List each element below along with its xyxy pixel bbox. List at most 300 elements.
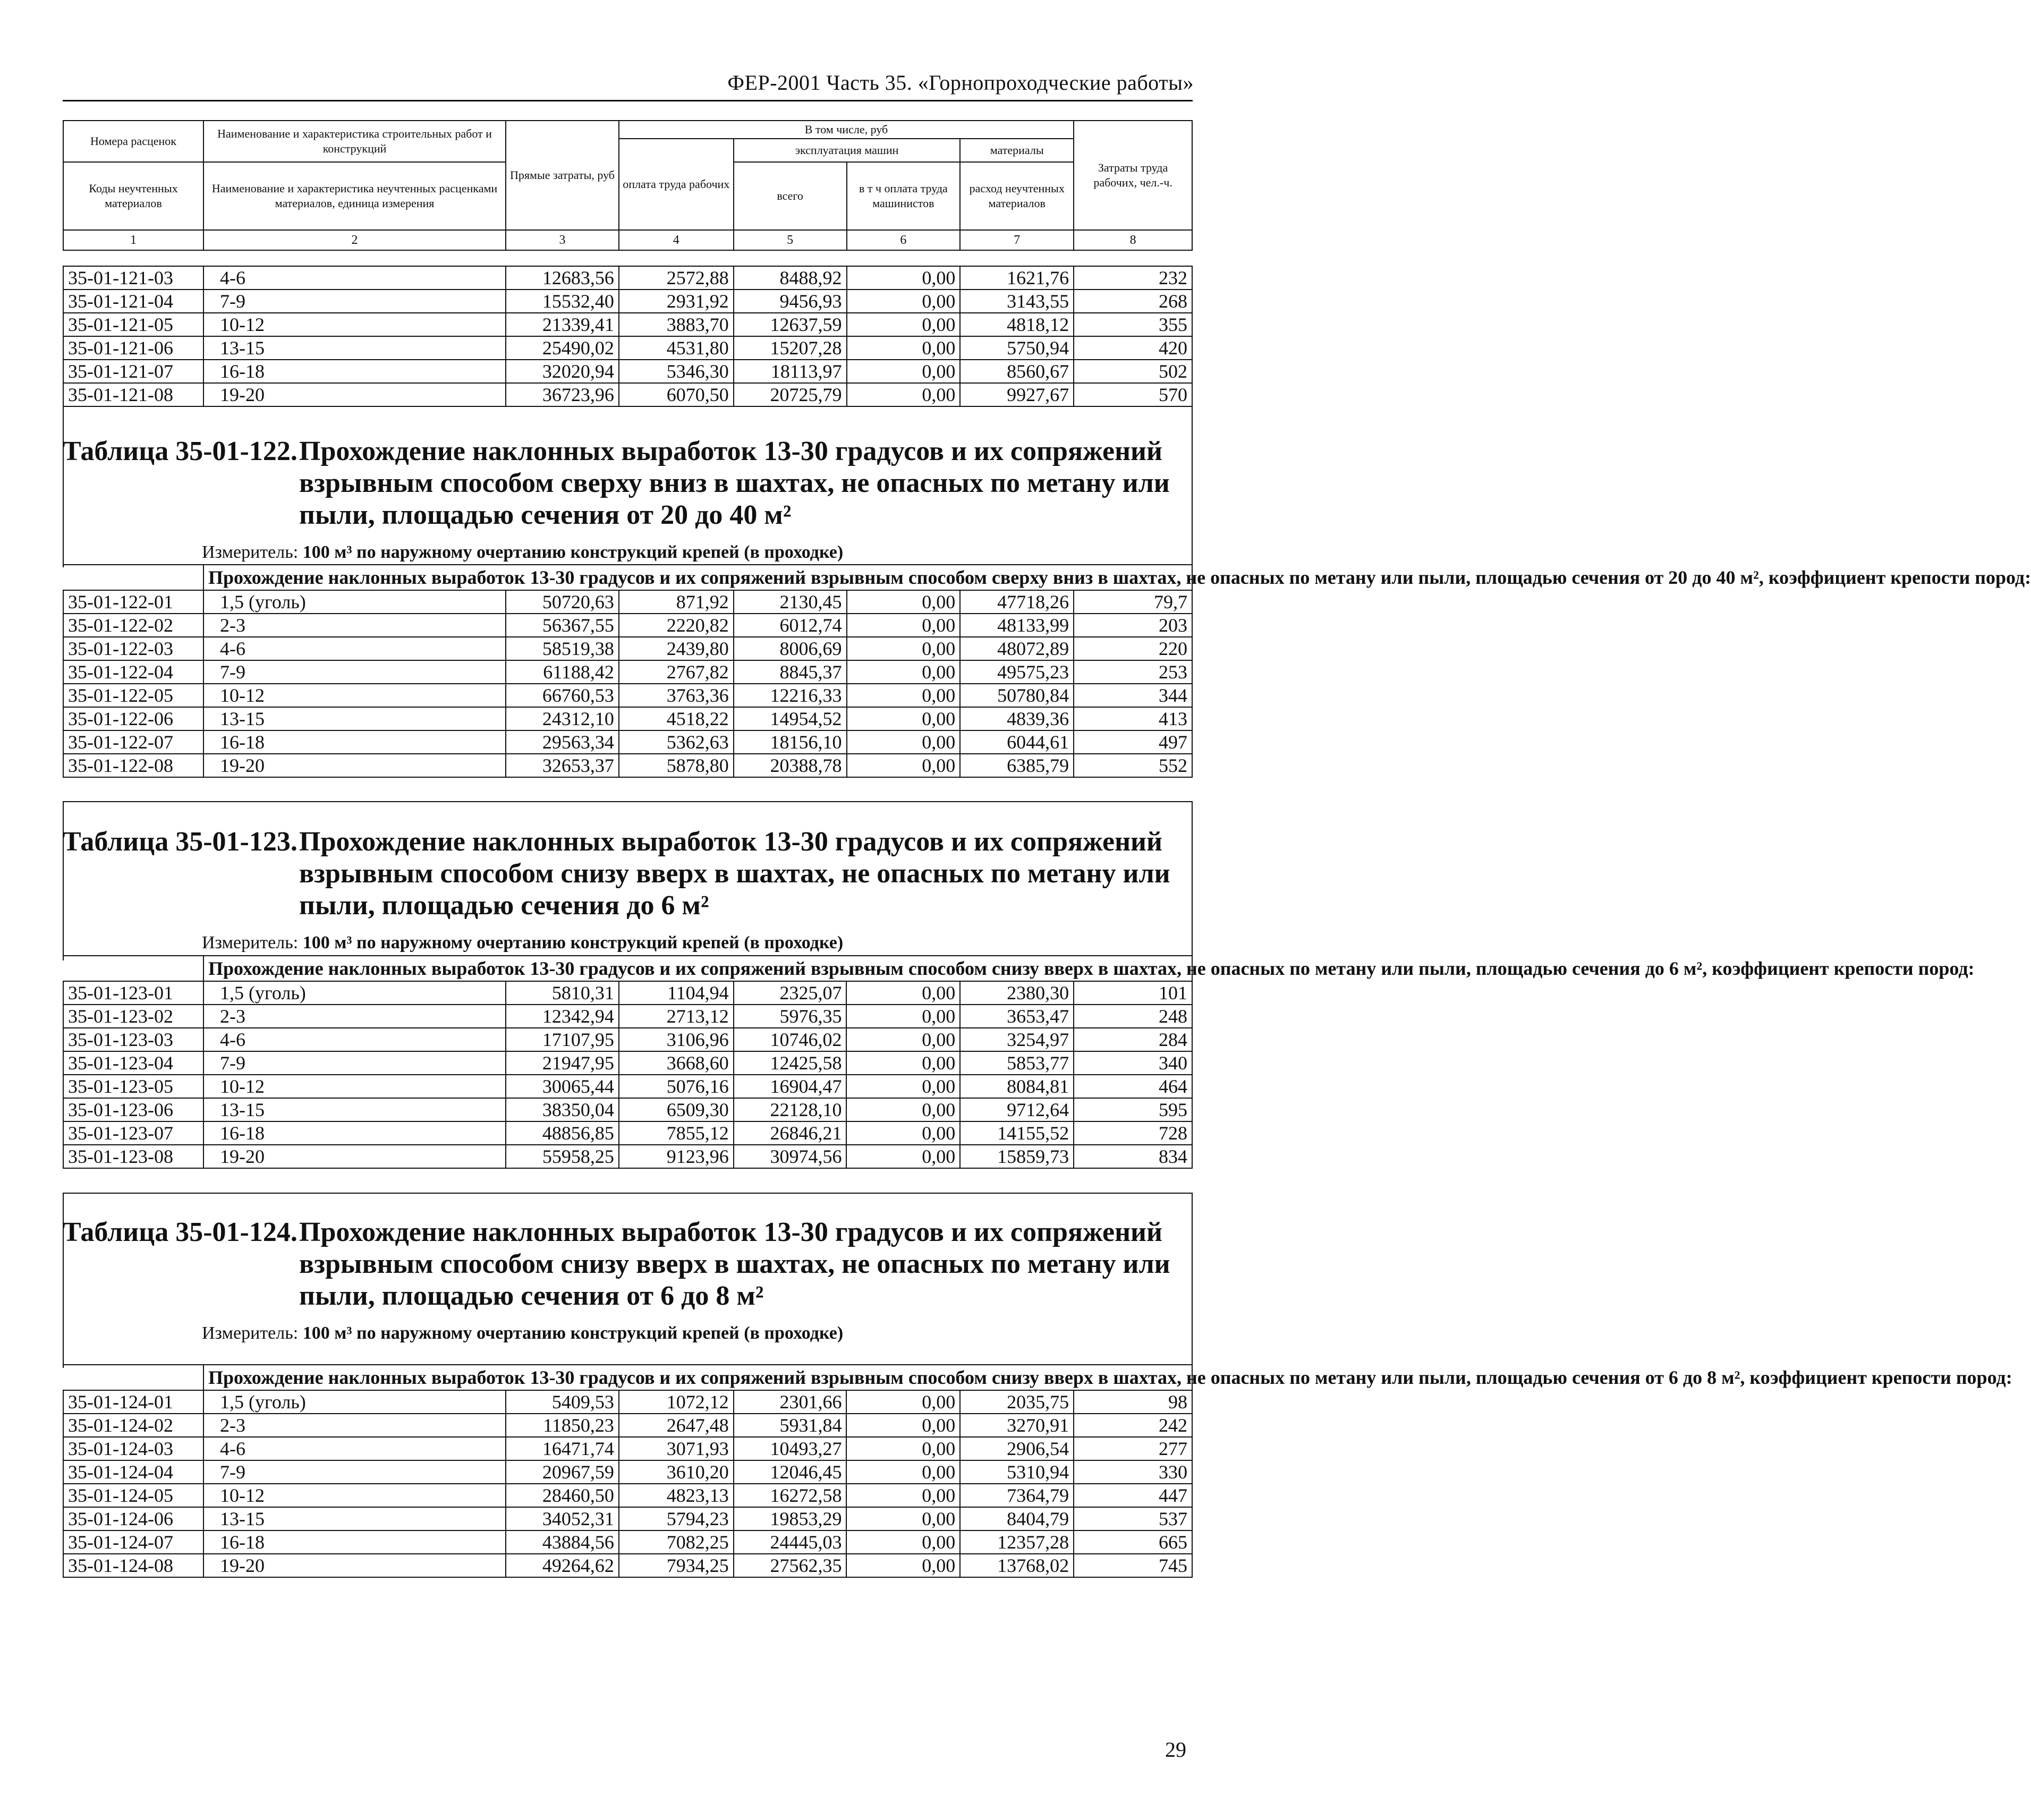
table-122-title: Прохождение наклонных выработок 13-30 градусов и их сопряжений взрывным способом сверху вниз в шахтах, не опасных по метану или пыли, площадью сечения от 20 до 40 м²	[299, 436, 1170, 530]
rate-code-cell: 35-01-122-08	[63, 754, 203, 777]
direct-cost-cell: 32020,94	[506, 360, 619, 383]
direct-cost-cell: 38350,04	[506, 1098, 619, 1121]
worker-pay-cell: 5878,80	[619, 754, 734, 777]
operator-pay-cell: 0,00	[847, 266, 961, 290]
worker-pay-cell: 4823,13	[619, 1484, 734, 1507]
worker-pay-cell: 3763,36	[619, 684, 734, 707]
table-row	[63, 754, 1192, 777]
worker-pay-cell: 4531,80	[619, 336, 734, 360]
rate-code-cell: 35-01-123-02	[63, 1005, 203, 1028]
rate-code-cell: 35-01-123-06	[63, 1098, 203, 1121]
rate-code-cell: 35-01-123-01	[63, 981, 203, 1005]
materials-cost-cell: 48072,89	[960, 637, 1074, 660]
direct-cost-cell: 15532,40	[506, 290, 619, 313]
operator-pay-cell: 0,00	[846, 1145, 960, 1168]
worker-pay-cell: 3071,93	[619, 1437, 734, 1460]
table-row	[63, 1005, 1192, 1028]
table-row	[63, 1051, 1192, 1075]
work-spec-cell: 13-15	[203, 336, 506, 360]
operator-pay-cell: 0,00	[846, 981, 960, 1005]
labor-hours-cell: 834	[1074, 1145, 1192, 1168]
work-spec-cell: 4-6	[203, 1028, 506, 1051]
materials-cost-cell: 2380,30	[960, 981, 1074, 1005]
table-122-description: Прохождение наклонных выработок 13-30 градусов и их сопряжений взрывным способом сверху вниз в шахтах, не опасных по метану или пыли, площадью сечения от 20 до 40 м², коэффициент крепости пород:	[203, 565, 1192, 590]
rate-code-cell: 35-01-124-03	[63, 1437, 203, 1460]
work-spec-cell: 13-15	[203, 1507, 506, 1530]
work-spec-cell: 19-20	[203, 1554, 506, 1577]
operator-pay-cell: 0,00	[847, 383, 961, 406]
work-spec-cell: 4-6	[203, 637, 506, 660]
work-spec-cell: 10-12	[203, 1075, 506, 1098]
direct-cost-cell: 30065,44	[506, 1075, 619, 1098]
materials-cost-cell: 6044,61	[960, 730, 1074, 754]
table-row	[63, 1145, 1192, 1168]
labor-hours-cell: 355	[1074, 313, 1192, 336]
col-num: 3	[506, 230, 619, 250]
operator-pay-cell: 0,00	[846, 1460, 960, 1484]
operator-pay-cell: 0,00	[846, 1390, 960, 1414]
labor-hours-cell: 242	[1074, 1414, 1192, 1437]
machine-total-cell: 16904,47	[734, 1075, 847, 1098]
work-spec-cell: 16-18	[203, 1530, 506, 1554]
materials-cost-cell: 13768,02	[960, 1554, 1074, 1577]
labor-hours-cell: 232	[1074, 266, 1192, 290]
machine-total-cell: 15207,28	[734, 336, 847, 360]
machine-total-cell: 27562,35	[734, 1554, 847, 1577]
direct-cost-cell: 25490,02	[506, 336, 619, 360]
work-spec-cell: 16-18	[203, 1121, 506, 1145]
rate-code-cell: 35-01-122-05	[63, 684, 203, 707]
table-row	[63, 336, 1192, 360]
work-spec-cell: 4-6	[203, 1437, 506, 1460]
column-header-table	[63, 120, 1193, 251]
table-row	[63, 1507, 1192, 1530]
operator-pay-cell: 0,00	[847, 660, 961, 684]
work-spec-cell: 10-12	[203, 684, 506, 707]
direct-cost-cell: 34052,31	[506, 1507, 619, 1530]
machine-total-cell: 24445,03	[734, 1530, 847, 1554]
materials-cost-cell: 6385,79	[960, 754, 1074, 777]
materials-cost-cell: 3143,55	[960, 290, 1074, 313]
measure-value: 100 м³ по наружному очертанию конструкций крепей (в проходке)	[302, 542, 844, 562]
work-spec-cell: 4-6	[203, 266, 506, 290]
labor-hours-cell: 344	[1074, 684, 1192, 707]
machine-total-cell: 26846,21	[734, 1121, 847, 1145]
machine-total-cell: 2130,45	[734, 590, 847, 614]
operator-pay-cell: 0,00	[847, 637, 961, 660]
materials-cost-cell: 3653,47	[960, 1005, 1074, 1028]
measure-value: 100 м³ по наружному очертанию конструкций крепей (в проходке)	[302, 933, 844, 952]
rate-code-cell: 35-01-123-05	[63, 1075, 203, 1098]
rate-code-cell: 35-01-124-04	[63, 1460, 203, 1484]
operator-pay-cell: 0,00	[847, 684, 961, 707]
header-rule	[63, 100, 1193, 101]
direct-cost-cell: 50720,63	[506, 590, 619, 614]
machine-total-cell: 8488,92	[734, 266, 847, 290]
table-row	[63, 1484, 1192, 1507]
table-124-title: Прохождение наклонных выработок 13-30 градусов и их сопряжений взрывным способом снизу вверх в шахтах, не опасных по метану или пыли, площадью сечения от 6 до 8 м²	[299, 1217, 1170, 1311]
col-num: 8	[1074, 230, 1192, 250]
labor-hours-cell: 101	[1074, 981, 1192, 1005]
table-row	[63, 1075, 1192, 1098]
labor-hours-cell: 268	[1074, 290, 1192, 313]
rate-code-cell: 35-01-123-04	[63, 1051, 203, 1075]
work-spec-cell: 13-15	[203, 1098, 506, 1121]
labor-hours-cell: 464	[1074, 1075, 1192, 1098]
labor-hours-cell: 728	[1074, 1121, 1192, 1145]
table-122-label: Таблица 35-01-122.	[63, 436, 298, 466]
worker-pay-cell: 2572,88	[619, 266, 734, 290]
rate-code-cell: 35-01-122-04	[63, 660, 203, 684]
direct-cost-cell: 24312,10	[506, 707, 619, 730]
machine-total-cell: 14954,52	[734, 707, 847, 730]
worker-pay-cell: 2220,82	[619, 614, 734, 637]
table-row	[63, 1390, 1192, 1414]
table-row	[63, 684, 1192, 707]
materials-cost-cell: 5750,94	[960, 336, 1074, 360]
work-spec-cell: 10-12	[203, 1484, 506, 1507]
machine-total-cell: 20725,79	[734, 383, 847, 406]
work-spec-cell: 10-12	[203, 313, 506, 336]
rate-code-cell: 35-01-122-06	[63, 707, 203, 730]
labor-hours-cell: 420	[1074, 336, 1192, 360]
labor-hours-cell: 220	[1074, 637, 1192, 660]
table-123-description: Прохождение наклонных выработок 13-30 градусов и их сопряжений взрывным способом снизу вверх в шахтах, не опасных по метану или пыли, площадью сечения до 6 м², коэффициент крепости пород:	[203, 956, 1192, 981]
worker-pay-cell: 9123,96	[619, 1145, 734, 1168]
materials-cost-cell: 2906,54	[960, 1437, 1074, 1460]
col-num: 4	[619, 230, 734, 250]
col-head-direct-costs: Прямые затраты, руб	[506, 121, 619, 230]
rate-code-cell: 35-01-122-02	[63, 614, 203, 637]
machine-total-cell: 16272,58	[734, 1484, 847, 1507]
direct-cost-cell: 61188,42	[506, 660, 619, 684]
direct-cost-cell: 43884,56	[506, 1530, 619, 1554]
machine-total-cell: 22128,10	[734, 1098, 847, 1121]
direct-cost-cell: 5810,31	[506, 981, 619, 1005]
labor-hours-cell: 595	[1074, 1098, 1192, 1121]
table-123-title: Прохождение наклонных выработок 13-30 градусов и их сопряжений взрывным способом снизу вверх в шахтах, не опасных по метану или пыли, площадью сечения до 6 м²	[299, 827, 1170, 921]
col-num: 2	[203, 230, 506, 250]
operator-pay-cell: 0,00	[846, 1005, 960, 1028]
labor-hours-cell: 502	[1074, 360, 1192, 383]
table-row	[63, 1414, 1192, 1437]
work-spec-cell: 7-9	[203, 290, 506, 313]
operator-pay-cell: 0,00	[847, 730, 961, 754]
rate-code-cell: 35-01-121-03	[63, 266, 203, 290]
table-row	[63, 590, 1192, 614]
table-122-measure	[202, 542, 843, 563]
worker-pay-cell: 2647,48	[619, 1414, 734, 1437]
col-head-material-usage: расход неучтенных материалов	[960, 162, 1074, 230]
col-head-worker-pay: оплата труда рабочих	[619, 139, 734, 230]
table-row	[63, 981, 1192, 1005]
worker-pay-cell: 2713,12	[619, 1005, 734, 1028]
col-head-material-codes: Коды неучтенных материалов	[63, 162, 203, 230]
direct-cost-cell: 21947,95	[506, 1051, 619, 1075]
worker-pay-cell: 5794,23	[619, 1507, 734, 1530]
operator-pay-cell: 0,00	[846, 1121, 960, 1145]
materials-cost-cell: 8560,67	[960, 360, 1074, 383]
worker-pay-cell: 1072,12	[619, 1390, 734, 1414]
direct-cost-cell: 5409,53	[506, 1390, 619, 1414]
rate-code-cell: 35-01-123-03	[63, 1028, 203, 1051]
direct-cost-cell: 32653,37	[506, 754, 619, 777]
col-head-labor-hours: Затраты труда рабочих, чел.-ч.	[1074, 121, 1192, 230]
direct-cost-cell: 66760,53	[506, 684, 619, 707]
machine-total-cell: 6012,74	[734, 614, 847, 637]
labor-hours-cell: 79,7	[1074, 590, 1192, 614]
table-row	[63, 637, 1192, 660]
direct-cost-cell: 11850,23	[506, 1414, 619, 1437]
col-num: 7	[960, 230, 1074, 250]
materials-cost-cell: 8404,79	[960, 1507, 1074, 1530]
col-head-materials: материалы	[960, 139, 1074, 162]
materials-cost-cell: 5853,77	[960, 1051, 1074, 1075]
work-spec-cell: 1,5 (уголь)	[203, 590, 506, 614]
machine-total-cell: 12046,45	[734, 1460, 847, 1484]
materials-cost-cell: 49575,23	[960, 660, 1074, 684]
rate-code-cell: 35-01-121-06	[63, 336, 203, 360]
worker-pay-cell: 7082,25	[619, 1530, 734, 1554]
labor-hours-cell: 447	[1074, 1484, 1192, 1507]
table-124-label: Таблица 35-01-124.	[63, 1217, 298, 1247]
direct-cost-cell: 58519,38	[506, 637, 619, 660]
operator-pay-cell: 0,00	[846, 1098, 960, 1121]
worker-pay-cell: 5076,16	[619, 1075, 734, 1098]
work-spec-cell: 7-9	[203, 1051, 506, 1075]
work-spec-cell: 16-18	[203, 360, 506, 383]
worker-pay-cell: 2767,82	[619, 660, 734, 684]
labor-hours-cell: 665	[1074, 1530, 1192, 1554]
labor-hours-cell: 253	[1074, 660, 1192, 684]
labor-hours-cell: 248	[1074, 1005, 1192, 1028]
labor-hours-cell: 340	[1074, 1051, 1192, 1075]
labor-hours-cell: 330	[1074, 1460, 1192, 1484]
table-row	[63, 1530, 1192, 1554]
worker-pay-cell: 3106,96	[619, 1028, 734, 1051]
machine-total-cell: 18156,10	[734, 730, 847, 754]
operator-pay-cell: 0,00	[847, 707, 961, 730]
labor-hours-cell: 277	[1074, 1437, 1192, 1460]
machine-total-cell: 10746,02	[734, 1028, 847, 1051]
machine-total-cell: 2301,66	[734, 1390, 847, 1414]
measure-value: 100 м³ по наружному очертанию конструкций крепей (в проходке)	[302, 1323, 844, 1343]
operator-pay-cell: 0,00	[847, 590, 961, 614]
measure-label: Измеритель:	[202, 542, 299, 562]
col-head-rate-numbers: Номера расценок	[63, 121, 203, 162]
table-123-measure	[202, 932, 843, 954]
direct-cost-cell: 12683,56	[506, 266, 619, 290]
table-124-measure	[202, 1323, 843, 1344]
table-124	[63, 1364, 2012, 1578]
table-row	[63, 290, 1192, 313]
rate-code-cell: 35-01-121-08	[63, 383, 203, 406]
work-spec-cell: 7-9	[203, 1460, 506, 1484]
worker-pay-cell: 3668,60	[619, 1051, 734, 1075]
labor-hours-cell: 537	[1074, 1507, 1192, 1530]
operator-pay-cell: 0,00	[846, 1484, 960, 1507]
operator-pay-cell: 0,00	[847, 313, 961, 336]
col-head-machine-ops: эксплуатация машин	[734, 139, 961, 162]
rate-code-cell: 35-01-123-08	[63, 1145, 203, 1168]
table-row	[63, 660, 1192, 684]
col-num: 6	[847, 230, 961, 250]
materials-cost-cell: 47718,26	[960, 590, 1074, 614]
direct-cost-cell: 55958,25	[506, 1145, 619, 1168]
machine-total-cell: 12637,59	[734, 313, 847, 336]
worker-pay-cell: 2439,80	[619, 637, 734, 660]
materials-cost-cell: 48133,99	[960, 614, 1074, 637]
table-row	[63, 1028, 1192, 1051]
rate-code-cell: 35-01-122-07	[63, 730, 203, 754]
direct-cost-cell: 48856,85	[506, 1121, 619, 1145]
direct-cost-cell: 36723,96	[506, 383, 619, 406]
materials-cost-cell: 50780,84	[960, 684, 1074, 707]
worker-pay-cell: 6509,30	[619, 1098, 734, 1121]
machine-total-cell: 2325,07	[734, 981, 847, 1005]
machine-total-cell: 18113,97	[734, 360, 847, 383]
page-number: 29	[1165, 1738, 1186, 1762]
machine-total-cell: 5976,35	[734, 1005, 847, 1028]
worker-pay-cell: 2931,92	[619, 290, 734, 313]
materials-cost-cell: 15859,73	[960, 1145, 1074, 1168]
operator-pay-cell: 0,00	[846, 1051, 960, 1075]
rate-code-cell: 35-01-124-06	[63, 1507, 203, 1530]
table-row	[63, 383, 1192, 406]
table-121-rows	[63, 266, 1193, 407]
table-122	[63, 564, 2031, 778]
machine-total-cell: 8006,69	[734, 637, 847, 660]
labor-hours-cell: 745	[1074, 1554, 1192, 1577]
worker-pay-cell: 871,92	[619, 590, 734, 614]
work-spec-cell: 19-20	[203, 383, 506, 406]
operator-pay-cell: 0,00	[846, 1414, 960, 1437]
col-head-work-name: Наименование и характеристика строительных работ и конструкций	[203, 121, 506, 162]
labor-hours-cell: 413	[1074, 707, 1192, 730]
rate-code-cell: 35-01-124-07	[63, 1530, 203, 1554]
work-spec-cell: 2-3	[203, 614, 506, 637]
table-row	[63, 730, 1192, 754]
work-spec-cell: 2-3	[203, 1414, 506, 1437]
operator-pay-cell: 0,00	[846, 1507, 960, 1530]
table-123	[63, 955, 1975, 1169]
col-head-operator-pay: в т ч оплата труда машинистов	[847, 162, 961, 230]
machine-total-cell: 9456,93	[734, 290, 847, 313]
rate-code-cell: 35-01-124-01	[63, 1390, 203, 1414]
worker-pay-cell: 7934,25	[619, 1554, 734, 1577]
operator-pay-cell: 0,00	[847, 336, 961, 360]
work-spec-cell: 16-18	[203, 730, 506, 754]
labor-hours-cell: 497	[1074, 730, 1192, 754]
table-row	[63, 1098, 1192, 1121]
table-row	[63, 1460, 1192, 1484]
table-124-description: Прохождение наклонных выработок 13-30 градусов и их сопряжений взрывным способом снизу вверх в шахтах, не опасных по метану или пыли, площадью сечения от 6 до 8 м², коэффициент крепости пород:	[203, 1365, 1192, 1390]
direct-cost-cell: 12342,94	[506, 1005, 619, 1028]
table-row	[63, 266, 1192, 290]
rate-code-cell: 35-01-124-02	[63, 1414, 203, 1437]
work-spec-cell: 19-20	[203, 754, 506, 777]
table-row	[63, 313, 1192, 336]
direct-cost-cell: 49264,62	[506, 1554, 619, 1577]
work-spec-cell: 7-9	[203, 660, 506, 684]
machine-total-cell: 12425,58	[734, 1051, 847, 1075]
column-number-row	[63, 230, 1192, 250]
operator-pay-cell: 0,00	[847, 754, 961, 777]
operator-pay-cell: 0,00	[846, 1554, 960, 1577]
operator-pay-cell: 0,00	[847, 614, 961, 637]
col-head-including: В том числе, руб	[619, 121, 1074, 139]
rate-code-cell: 35-01-124-05	[63, 1484, 203, 1507]
table-123-label: Таблица 35-01-123.	[63, 827, 298, 857]
worker-pay-cell: 5346,30	[619, 360, 734, 383]
materials-cost-cell: 7364,79	[960, 1484, 1074, 1507]
materials-cost-cell: 14155,52	[960, 1121, 1074, 1145]
page-header: ФЕР-2001 Часть 35. «Горнопроходческие работы»	[727, 71, 1194, 95]
work-spec-cell: 13-15	[203, 707, 506, 730]
operator-pay-cell: 0,00	[846, 1028, 960, 1051]
col-num: 5	[734, 230, 847, 250]
operator-pay-cell: 0,00	[846, 1530, 960, 1554]
direct-cost-cell: 17107,95	[506, 1028, 619, 1051]
direct-cost-cell: 21339,41	[506, 313, 619, 336]
operator-pay-cell: 0,00	[846, 1437, 960, 1460]
rate-code-cell: 35-01-122-01	[63, 590, 203, 614]
rate-code-cell: 35-01-124-08	[63, 1554, 203, 1577]
operator-pay-cell: 0,00	[846, 1075, 960, 1098]
machine-total-cell: 19853,29	[734, 1507, 847, 1530]
materials-cost-cell: 8084,81	[960, 1075, 1074, 1098]
worker-pay-cell: 4518,22	[619, 707, 734, 730]
table-row	[63, 614, 1192, 637]
rate-code-cell: 35-01-123-07	[63, 1121, 203, 1145]
materials-cost-cell: 2035,75	[960, 1390, 1074, 1414]
rate-code-cell: 35-01-122-03	[63, 637, 203, 660]
labor-hours-cell: 203	[1074, 614, 1192, 637]
machine-total-cell: 8845,37	[734, 660, 847, 684]
machine-total-cell: 20388,78	[734, 754, 847, 777]
labor-hours-cell: 570	[1074, 383, 1192, 406]
labor-hours-cell: 98	[1074, 1390, 1192, 1414]
direct-cost-cell: 28460,50	[506, 1484, 619, 1507]
materials-cost-cell: 3254,97	[960, 1028, 1074, 1051]
table-row	[63, 707, 1192, 730]
col-num: 1	[63, 230, 203, 250]
rate-code-cell: 35-01-121-07	[63, 360, 203, 383]
materials-cost-cell: 9927,67	[960, 383, 1074, 406]
direct-cost-cell: 29563,34	[506, 730, 619, 754]
labor-hours-cell: 552	[1074, 754, 1192, 777]
materials-cost-cell: 1621,76	[960, 266, 1074, 290]
materials-cost-cell: 4839,36	[960, 707, 1074, 730]
table-row	[63, 1121, 1192, 1145]
materials-cost-cell: 9712,64	[960, 1098, 1074, 1121]
machine-total-cell: 5931,84	[734, 1414, 847, 1437]
table-row	[63, 1554, 1192, 1577]
table-row	[63, 1437, 1192, 1460]
materials-cost-cell: 5310,94	[960, 1460, 1074, 1484]
labor-hours-cell: 284	[1074, 1028, 1192, 1051]
operator-pay-cell: 0,00	[847, 360, 961, 383]
operator-pay-cell: 0,00	[847, 290, 961, 313]
worker-pay-cell: 1104,94	[619, 981, 734, 1005]
machine-total-cell: 10493,27	[734, 1437, 847, 1460]
worker-pay-cell: 3883,70	[619, 313, 734, 336]
col-head-material-name: Наименование и характеристика неучтенных расценками материалов, единица измерения	[203, 162, 506, 230]
machine-total-cell: 30974,56	[734, 1145, 847, 1168]
materials-cost-cell: 3270,91	[960, 1414, 1074, 1437]
direct-cost-cell: 56367,55	[506, 614, 619, 637]
direct-cost-cell: 20967,59	[506, 1460, 619, 1484]
